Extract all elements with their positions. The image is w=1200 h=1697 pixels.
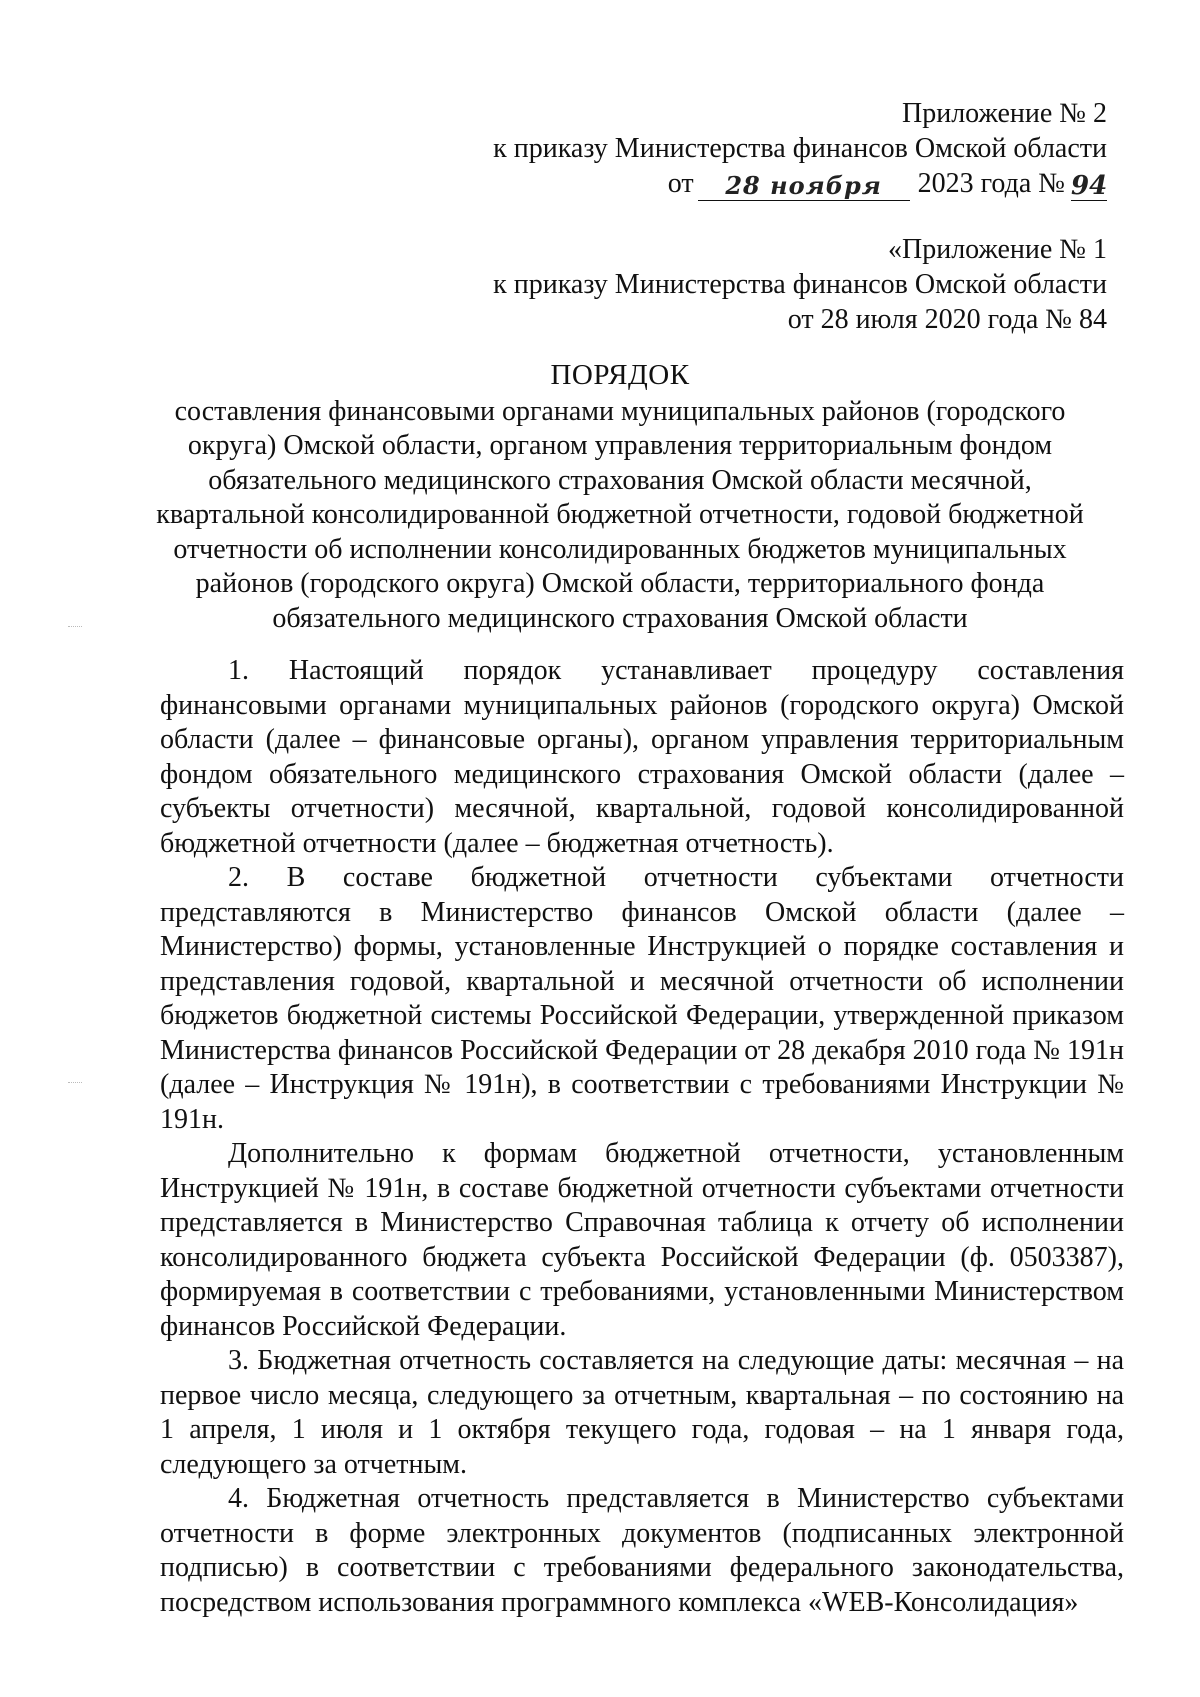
- handwritten-number: 94: [1071, 171, 1108, 201]
- handwritten-date: 28 ноября: [698, 172, 910, 201]
- date-prefix: от: [667, 168, 694, 199]
- appendix-new-line1: Приложение № 2: [902, 98, 1107, 129]
- paragraph-4: 4. Бюджетная отчетность представляется в Министерство субъектами отчетности в форме электронных документов (подписанных электронной подписью) в соответствии с требованиями федерального законодательства, посредством использования программного комплекса «WEB-Консолидация»: [160, 1483, 1124, 1618]
- year-text: 2023 года №: [917, 168, 1065, 199]
- appendix-old-line2: к приказу Министерства финансов Омской области: [493, 269, 1107, 300]
- document-title: ПОРЯДОК: [550, 359, 690, 391]
- appendix-new-line2: к приказу Министерства финансов Омской области: [493, 133, 1107, 164]
- scan-margin-mark: [68, 626, 82, 627]
- scan-margin-mark: [68, 1082, 82, 1083]
- appendix-old-line1: «Приложение № 1: [888, 234, 1107, 265]
- document-subtitle: составления финансовыми органами муниципальных районов (городского округа) Омской области, органом управления территориальным фондом обязательного медицинского страхования Омской области месячной, квартальной консолидированной бюджетной отчетности, годовой бюджетной отчетности об исполнении консолидированных бюджетов муниципальных районов (городского округа) Омской области, территориального фонда обязательного медицинского страхования Омской области: [156, 395, 1084, 634]
- paragraph-2-addition: Дополнительно к формам бюджетной отчетности, установленным Инструкцией № 191н, в составе бюджетной отчетности субъектами отчетности представляется в Министерство Справочная таблица к отчету об исполнении консолидированного бюджета субъекта Российской Федерации (ф. 0503387), формируемая в соответствии с требованиями, установленными Министерством финансов Российской Федерации.: [160, 1138, 1124, 1342]
- appendix-new-date-line: [668, 166, 1107, 201]
- appendix-old-header: [493, 232, 1107, 337]
- document-body: [160, 654, 1124, 1620]
- appendix-new-header: [493, 96, 1107, 201]
- paragraph-2: 2. В составе бюджетной отчетности субъектами отчетности представляются в Министерство финансов Омской области (далее – Министерство) формы, установленные Инструкцией о порядке составления и представления годовой, квартальной и месячной отчетности об исполнении бюджетов бюджетной системы Российской Федерации, утвержденной приказом Министерства финансов Российской Федерации от 28 декабря 2010 года № 191н (далее – Инструкция № 191н), в соответствии с требованиями Инструкции № 191н.: [160, 862, 1124, 1135]
- paragraph-1: 1. Настоящий порядок устанавливает процедуру составления финансовыми органами муниципальных районов (городского округа) Омской области (далее – финансовые органы), органом управления территориальным фондом обязательного медицинского страхования Омской области (далее – субъекты отчетности) месячной, квартальной, годовой консолидированной бюджетной отчетности (далее – бюджетная отчетность).: [160, 655, 1124, 859]
- appendix-old-line3: от 28 июля 2020 года № 84: [787, 304, 1107, 335]
- document-title-block: [140, 358, 1100, 636]
- paragraph-3: 3. Бюджетная отчетность составляется на следующие даты: месячная – на первое число месяца, следующего за отчетным, квартальная – по состоянию на 1 апреля, 1 июля и 1 октября текущего года, годовая – на 1 января года, следующего за отчетным.: [160, 1345, 1124, 1480]
